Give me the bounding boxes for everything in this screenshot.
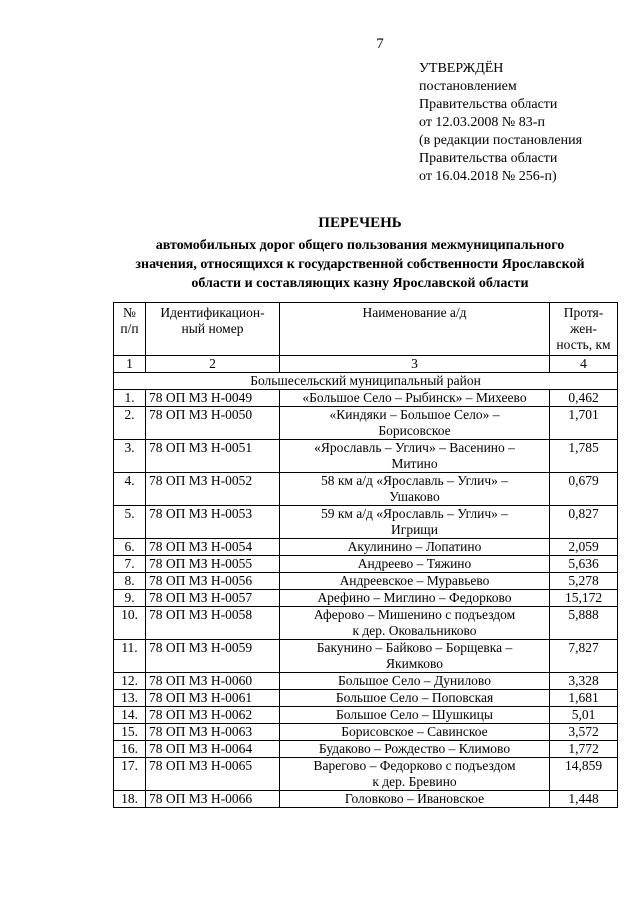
table-row bbox=[114, 673, 618, 690]
road-name bbox=[280, 590, 550, 607]
subtitle-line: области и составляющих казну Ярославской области bbox=[191, 276, 529, 291]
road-name bbox=[280, 707, 550, 724]
road-id: 78 ОП МЗ Н-0066 bbox=[146, 791, 280, 808]
table-row bbox=[114, 607, 618, 640]
road-id: 78 ОП МЗ Н-0065 bbox=[146, 758, 280, 791]
table-header-row bbox=[114, 303, 618, 356]
row-number: 4. bbox=[114, 473, 146, 506]
table-row bbox=[114, 556, 618, 573]
road-id: 78 ОП МЗ Н-0050 bbox=[146, 407, 280, 440]
subtitle-line: автомобильных дорог общего пользования межмуниципального bbox=[155, 238, 565, 253]
approval-line: (в редакции постановления bbox=[419, 133, 583, 148]
road-name-line: Большое Село – Дунилово bbox=[338, 673, 491, 688]
row-number: 18. bbox=[114, 791, 146, 808]
road-name bbox=[280, 640, 550, 673]
row-number: 3. bbox=[114, 440, 146, 473]
road-name-line: к дер. Оковальниково bbox=[352, 623, 477, 638]
table-row bbox=[114, 690, 618, 707]
road-name-line: Игрищи bbox=[391, 522, 438, 537]
column-index-row bbox=[114, 356, 618, 373]
road-name bbox=[280, 556, 550, 573]
road-id: 78 ОП МЗ Н-0055 bbox=[146, 556, 280, 573]
row-number: 17. bbox=[114, 758, 146, 791]
row-number: 10. bbox=[114, 607, 146, 640]
table-row bbox=[114, 440, 618, 473]
row-number: 13. bbox=[114, 690, 146, 707]
road-id: 78 ОП МЗ Н-0052 bbox=[146, 473, 280, 506]
road-id: 78 ОП МЗ Н-0062 bbox=[146, 707, 280, 724]
header-line: ность, км bbox=[556, 337, 611, 352]
road-name bbox=[280, 473, 550, 506]
page-number: 7 bbox=[376, 36, 384, 52]
road-length: 14,859 bbox=[550, 758, 618, 791]
table-row bbox=[114, 791, 618, 808]
road-length: 5,01 bbox=[550, 707, 618, 724]
road-name-line: Будаково – Рождество – Климово bbox=[318, 741, 511, 756]
road-length: 0,679 bbox=[550, 473, 618, 506]
road-name-line: Борисовское – Савинское bbox=[341, 724, 488, 739]
road-name-line: Большое Село – Шушкицы bbox=[336, 707, 493, 722]
row-number: 12. bbox=[114, 673, 146, 690]
road-name-line: Ушаково bbox=[389, 489, 440, 504]
road-name-line: «Ярославль – Углич» – Васенино – bbox=[314, 440, 515, 455]
table-row bbox=[114, 390, 618, 407]
road-id: 78 ОП МЗ Н-0063 bbox=[146, 724, 280, 741]
road-name bbox=[280, 690, 550, 707]
road-name-line: Андреево – Тяжино bbox=[357, 556, 472, 571]
road-length: 1,772 bbox=[550, 741, 618, 758]
road-name bbox=[280, 758, 550, 791]
table-row bbox=[114, 640, 618, 673]
approval-line: УТВЕРЖДЁН bbox=[419, 61, 504, 76]
road-id: 78 ОП МЗ Н-0054 bbox=[146, 539, 280, 556]
table-row bbox=[114, 573, 618, 590]
district-name: Большесельский муниципальный район bbox=[114, 373, 618, 390]
road-name-line: 58 км а/д «Ярославль – Углич» – bbox=[320, 473, 509, 488]
road-name bbox=[280, 673, 550, 690]
row-number: 8. bbox=[114, 573, 146, 590]
road-name-line: Большое Село – Поповская bbox=[335, 690, 494, 705]
approval-line: от 12.03.2008 № 83-п bbox=[419, 115, 545, 130]
road-name-line: Борисовское bbox=[378, 423, 451, 438]
header-line: Идентификацион- bbox=[160, 305, 265, 320]
column-index: 2 bbox=[146, 356, 280, 373]
road-length: 0,827 bbox=[550, 506, 618, 539]
road-length: 3,572 bbox=[550, 724, 618, 741]
road-name bbox=[280, 539, 550, 556]
column-index: 4 bbox=[550, 356, 618, 373]
table-row bbox=[114, 724, 618, 741]
road-id: 78 ОП МЗ Н-0056 bbox=[146, 573, 280, 590]
road-name-line: 59 км а/д «Ярославль – Углич» – bbox=[320, 506, 509, 521]
road-length: 5,888 bbox=[550, 607, 618, 640]
road-id: 78 ОП МЗ Н-0061 bbox=[146, 690, 280, 707]
row-number: 16. bbox=[114, 741, 146, 758]
document-subtitle bbox=[100, 236, 620, 293]
road-length: 1,448 bbox=[550, 791, 618, 808]
road-id: 78 ОП МЗ Н-0057 bbox=[146, 590, 280, 607]
road-id: 78 ОП МЗ Н-0060 bbox=[146, 673, 280, 690]
row-number: 2. bbox=[114, 407, 146, 440]
header-length bbox=[550, 303, 618, 356]
road-name-line: Якимково bbox=[386, 656, 443, 671]
road-name bbox=[280, 506, 550, 539]
approval-line: от 16.04.2018 № 256-п) bbox=[419, 169, 557, 184]
road-name bbox=[280, 741, 550, 758]
approval-line: Правительства области bbox=[419, 151, 558, 166]
road-name bbox=[280, 791, 550, 808]
header-line: Протя- bbox=[563, 305, 604, 320]
road-name bbox=[280, 607, 550, 640]
header-line: № bbox=[123, 305, 136, 320]
table-row bbox=[114, 407, 618, 440]
road-name-line: Бакунино – Байково – Борщевка – bbox=[316, 640, 513, 655]
header-num bbox=[114, 303, 146, 356]
approval-line: постановлением bbox=[419, 79, 517, 94]
row-number: 1. bbox=[114, 390, 146, 407]
road-name bbox=[280, 407, 550, 440]
road-name bbox=[280, 390, 550, 407]
road-id: 78 ОП МЗ Н-0064 bbox=[146, 741, 280, 758]
road-id: 78 ОП МЗ Н-0051 bbox=[146, 440, 280, 473]
road-length: 2,059 bbox=[550, 539, 618, 556]
road-name-line: к дер. Бревино bbox=[372, 774, 457, 789]
row-number: 14. bbox=[114, 707, 146, 724]
table-row bbox=[114, 590, 618, 607]
row-number: 15. bbox=[114, 724, 146, 741]
header-line: ный номер bbox=[181, 321, 244, 336]
road-name-line: Арефино – Миглино – Федорково bbox=[317, 590, 512, 605]
road-length: 5,636 bbox=[550, 556, 618, 573]
header-name bbox=[280, 303, 550, 356]
row-number: 11. bbox=[114, 640, 146, 673]
road-name bbox=[280, 573, 550, 590]
column-index: 1 bbox=[114, 356, 146, 373]
road-id: 78 ОП МЗ Н-0053 bbox=[146, 506, 280, 539]
road-id: 78 ОП МЗ Н-0049 bbox=[146, 390, 280, 407]
road-length: 1,701 bbox=[550, 407, 618, 440]
road-name-line: Варегово – Федорково с подъездом bbox=[313, 758, 516, 773]
subtitle-line: значения, относящихся к государственной собственности Ярославской bbox=[135, 257, 585, 272]
road-length: 1,785 bbox=[550, 440, 618, 473]
road-name bbox=[280, 724, 550, 741]
road-name-line: Акулинино – Лопатино bbox=[347, 539, 482, 554]
road-length: 0,462 bbox=[550, 390, 618, 407]
header-line: п/п bbox=[120, 321, 139, 336]
road-name-line: Головково – Ивановское bbox=[344, 791, 485, 806]
column-index: 3 bbox=[280, 356, 550, 373]
roads-table bbox=[113, 302, 618, 808]
row-number: 7. bbox=[114, 556, 146, 573]
road-name bbox=[280, 440, 550, 473]
table-row bbox=[114, 473, 618, 506]
road-length: 3,328 bbox=[550, 673, 618, 690]
approval-block bbox=[419, 60, 634, 186]
road-length: 1,681 bbox=[550, 690, 618, 707]
road-id: 78 ОП МЗ Н-0059 bbox=[146, 640, 280, 673]
row-number: 6. bbox=[114, 539, 146, 556]
approval-line: Правительства области bbox=[419, 97, 558, 112]
row-number: 9. bbox=[114, 590, 146, 607]
table-row bbox=[114, 506, 618, 539]
document-title: ПЕРЕЧЕНЬ bbox=[318, 215, 402, 231]
road-name-line: Аферово – Мишенино с подъездом bbox=[313, 607, 516, 622]
header-id bbox=[146, 303, 280, 356]
header-line: жен- bbox=[570, 321, 597, 336]
road-name-line: «Киндяки – Большое Село» – bbox=[329, 407, 500, 422]
road-length: 7,827 bbox=[550, 640, 618, 673]
road-id: 78 ОП МЗ Н-0058 bbox=[146, 607, 280, 640]
district-row bbox=[114, 373, 618, 390]
road-length: 5,278 bbox=[550, 573, 618, 590]
road-length: 15,172 bbox=[550, 590, 618, 607]
row-number: 5. bbox=[114, 506, 146, 539]
header-line: Наименование а/д bbox=[362, 305, 467, 320]
table-row bbox=[114, 741, 618, 758]
road-name-line: Андреевское – Муравьево bbox=[339, 573, 490, 588]
table-row bbox=[114, 758, 618, 791]
table-row bbox=[114, 539, 618, 556]
road-name-line: Митино bbox=[391, 456, 438, 471]
table-row bbox=[114, 707, 618, 724]
road-name-line: «Большое Село – Рыбинск» – Михеево bbox=[302, 390, 527, 405]
